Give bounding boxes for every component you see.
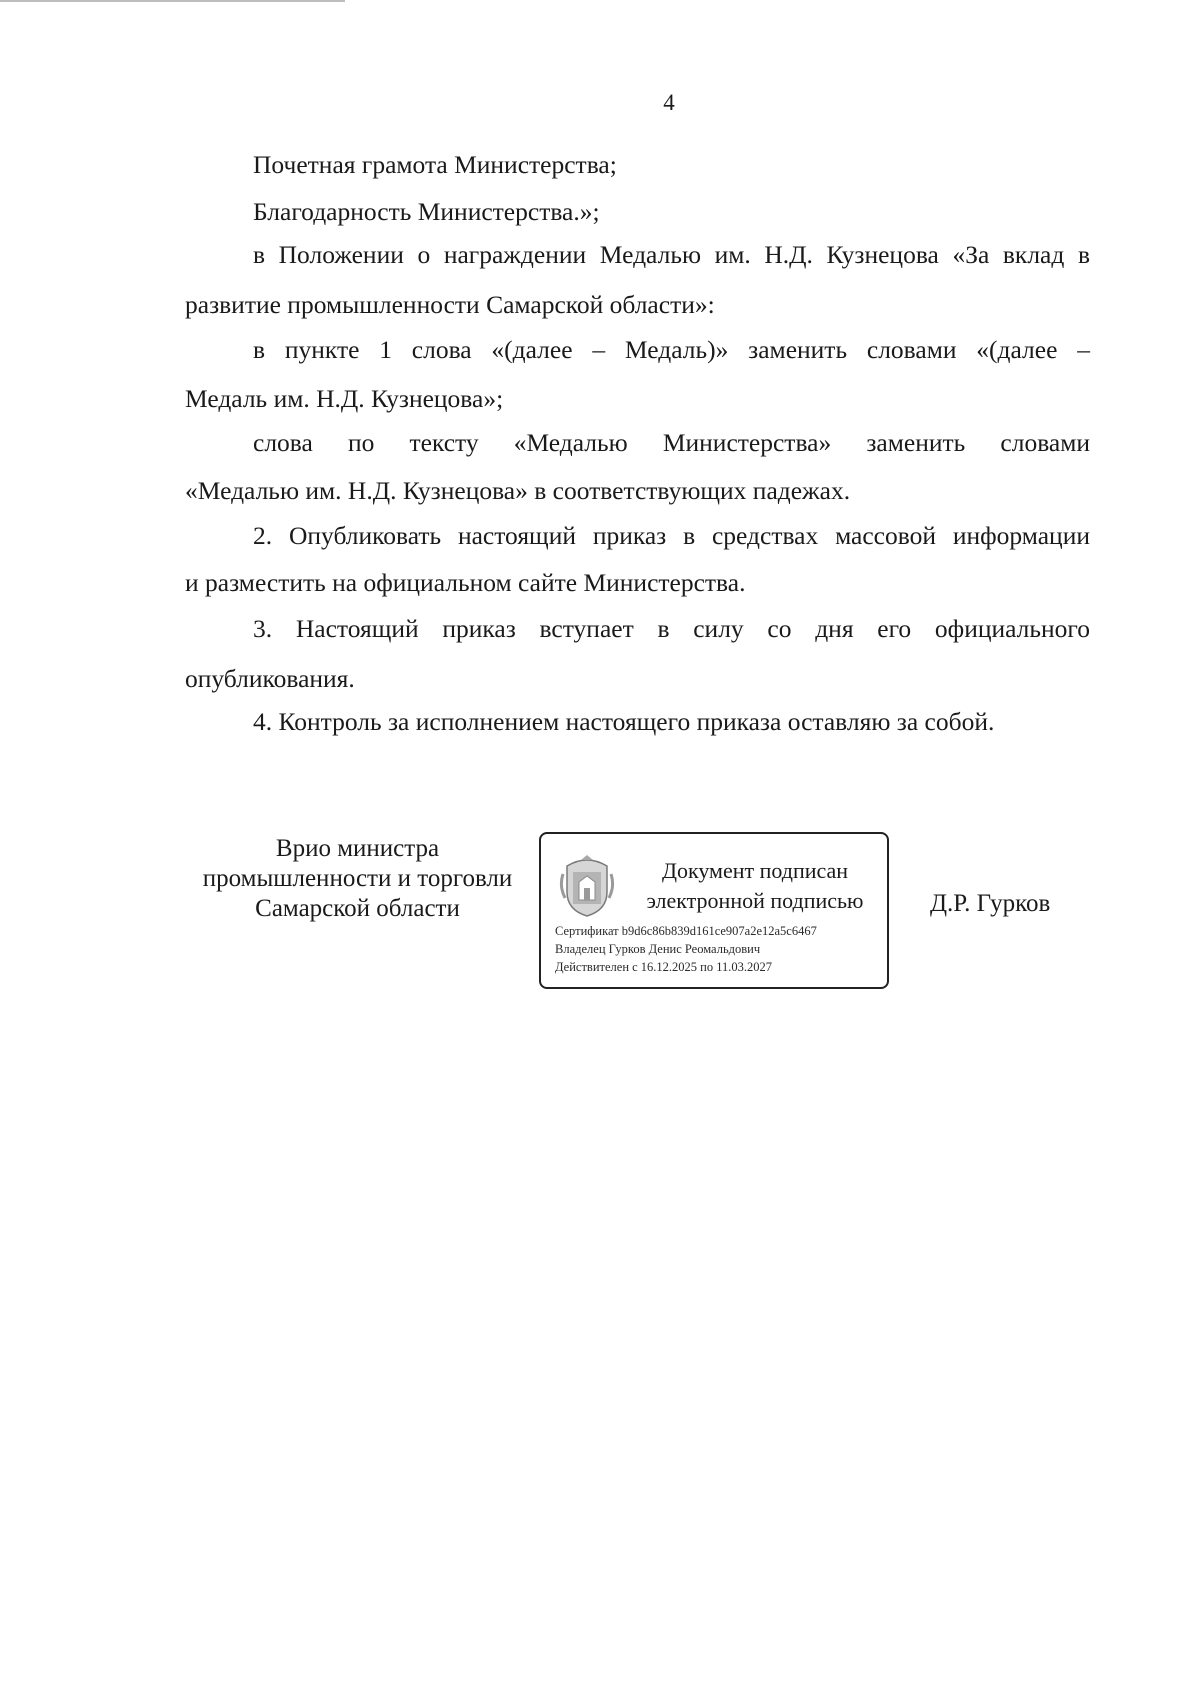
signatory-position <box>185 834 530 924</box>
position-line-3: Самарской области <box>255 895 460 922</box>
text-line-item3-1: 3. Настоящий приказ вступает в силу со дня его официального <box>253 614 1090 643</box>
text-line-item2-1: 2. Опубликовать настоящий приказ в средствах массовой информации <box>253 521 1090 550</box>
stamp-title-line-2: электронной подписью <box>646 888 864 913</box>
stamp-title-line-1: Документ подписан <box>661 858 849 883</box>
position-line-2: промышленности и торговли <box>202 865 513 892</box>
text-line-honor-certificate: Почетная грамота Министерства; <box>253 150 617 179</box>
text-line-point1-1: в пункте 1 слова «(далее – Медаль)» заменить словами «(далее – <box>253 335 1090 364</box>
text-line-gratitude: Благодарность Министерства.»; <box>253 197 600 226</box>
text-line-item2-2: и разместить на официальном сайте Министерства. <box>185 568 746 597</box>
certificate-number: Сертификат b9d6c86b839d161ce907a2e12a5c6467 <box>555 924 817 938</box>
certificate-validity: Действителен с 16.12.2025 по 11.03.2027 <box>555 960 773 974</box>
signer-name: Д.Р. Гурков <box>930 890 1051 917</box>
position-line-1: Врио министра <box>275 835 440 862</box>
stamp-details <box>555 922 817 976</box>
text-line-item4: 4. Контроль за исполнением настоящего приказа оставляю за собой. <box>253 707 995 736</box>
text-line-regulation-2: развитие промышленности Самарской области»: <box>185 290 715 319</box>
stamp-title <box>631 856 879 916</box>
text-line-words-2: «Медалью им. Н.Д. Кузнецова» в соответствующих падежах. <box>185 476 851 505</box>
coat-of-arms-icon <box>557 852 617 920</box>
electronic-signature-stamp <box>539 832 889 989</box>
text-line-words-1: слова по тексту «Медалью Министерства» заменить словами <box>253 428 1090 457</box>
page-number: 4 <box>663 90 675 115</box>
text-line-item3-2: опубликования. <box>185 664 355 693</box>
scan-edge-line <box>0 0 345 2</box>
certificate-owner: Владелец Гурков Денис Реомальдович <box>555 942 761 956</box>
text-line-point1-2: Медаль им. Н.Д. Кузнецова»; <box>185 384 504 413</box>
text-line-regulation-1: в Положении о награждении Медалью им. Н.Д. Кузнецова «За вклад в <box>253 240 1090 269</box>
